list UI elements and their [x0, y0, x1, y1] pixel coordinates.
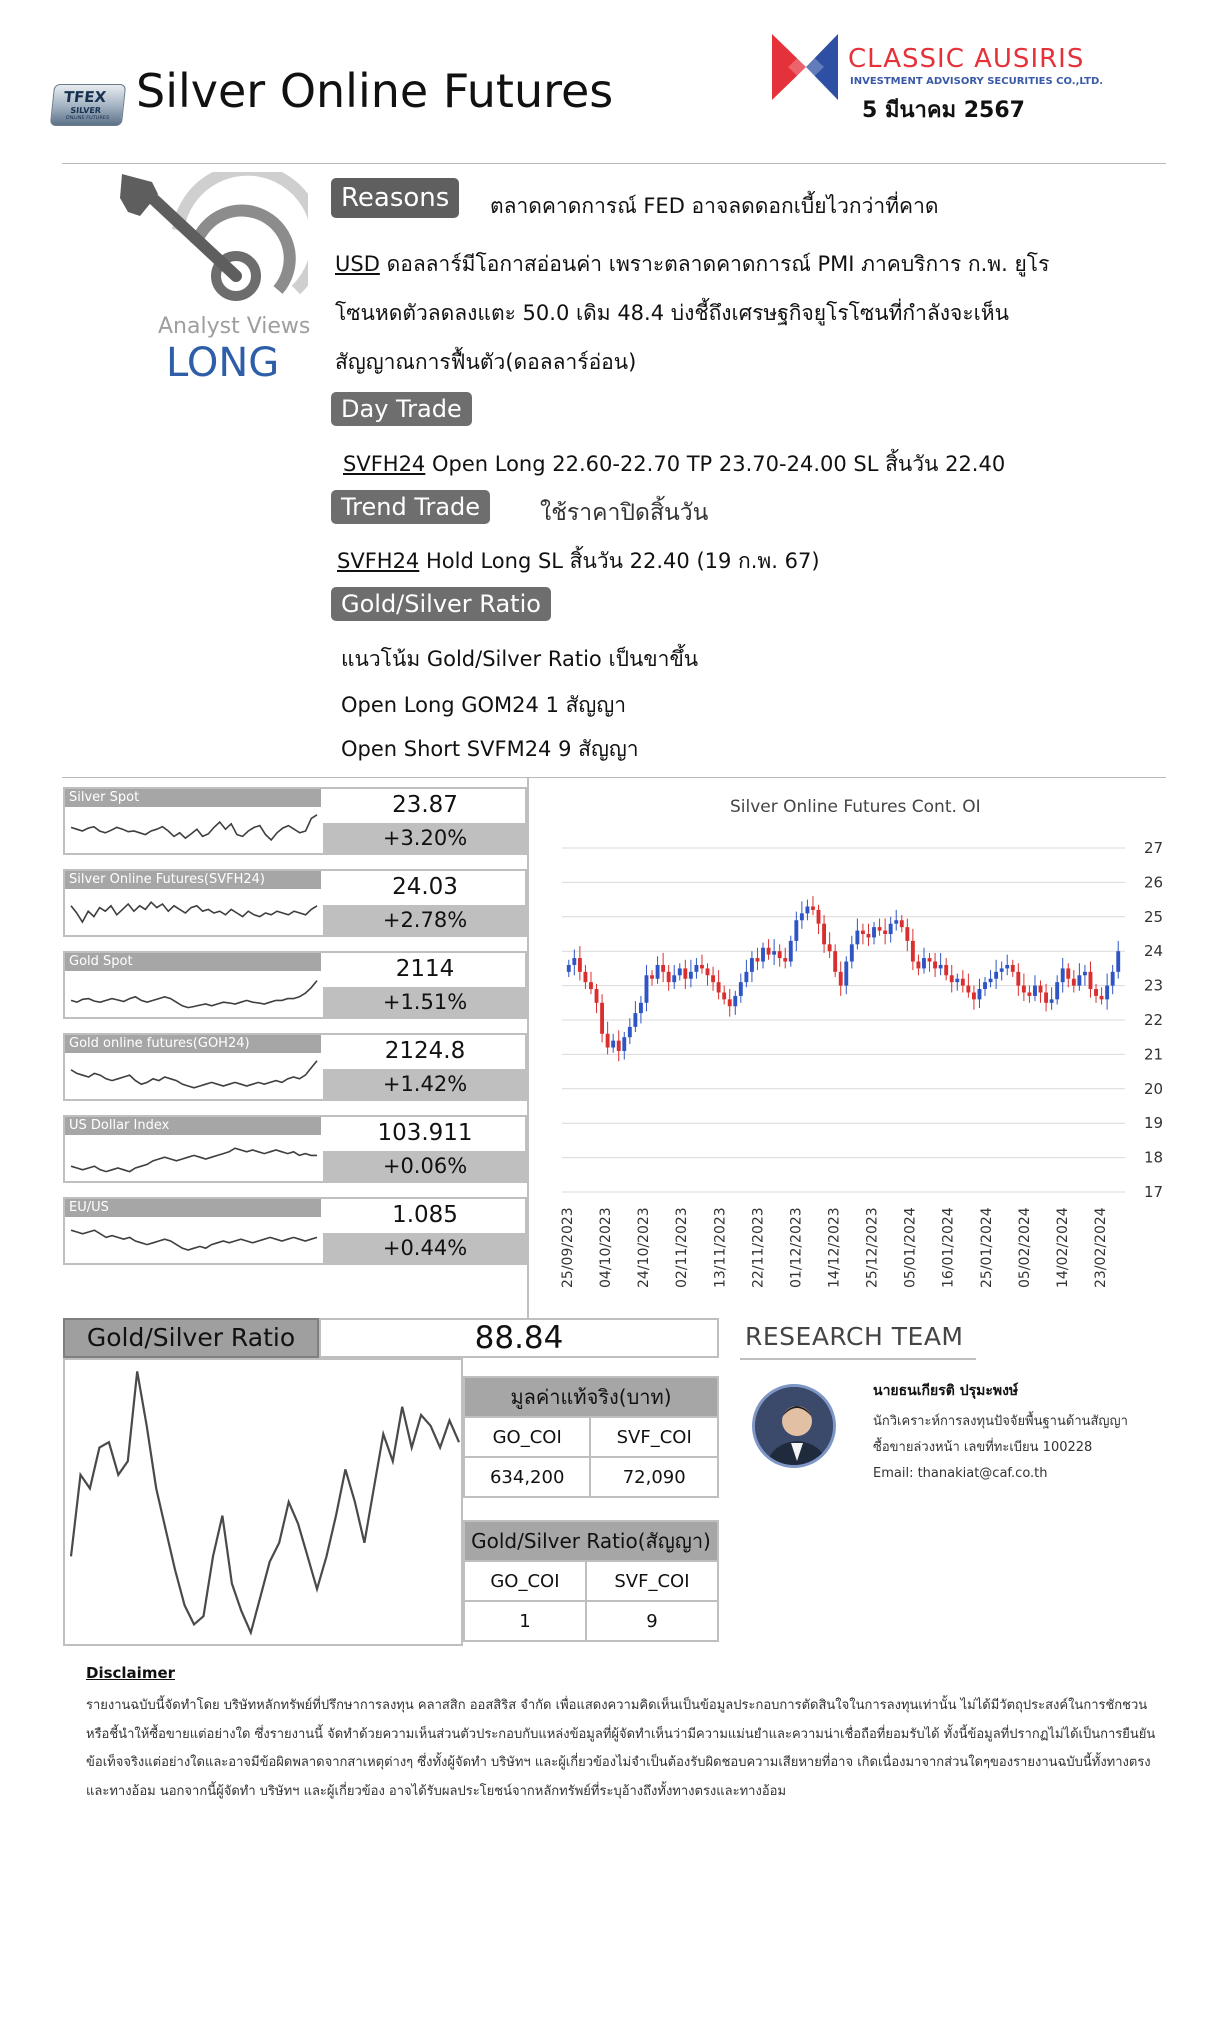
candle-body	[567, 965, 571, 972]
x-tick-label: 22/11/2023	[750, 1207, 767, 1288]
candle-body	[900, 920, 904, 927]
x-tick-label: 02/11/2023	[674, 1207, 691, 1288]
candle-body	[905, 927, 909, 941]
header-divider	[62, 163, 1166, 164]
intrinsic-value-go: 634,200	[464, 1457, 590, 1497]
candle-body	[733, 996, 737, 1006]
candle-body	[595, 989, 599, 1003]
reasons-headline: ตลาดคาดการณ์ FED อาจลดดอกเบี้ยไวกว่าที่คาด	[490, 194, 939, 218]
candle-body	[1016, 972, 1020, 986]
candle-body	[767, 948, 771, 955]
candle-body	[811, 906, 815, 909]
trend-trade-tag: Trend Trade	[331, 490, 490, 524]
y-tick-label: 26	[1144, 873, 1164, 892]
candle-body	[700, 965, 704, 968]
analyst-role: นักวิเคราะห์การลงทุนปัจจัยพื้นฐานด้านสัญญา	[873, 1414, 1128, 1429]
candle-body	[661, 965, 665, 972]
candle-body	[822, 924, 826, 945]
candle-body	[650, 975, 654, 978]
candle-body	[955, 979, 959, 982]
candle-body	[672, 975, 676, 982]
y-tick-label: 22	[1144, 1011, 1164, 1029]
report-date: 5 มีนาคม 2567	[862, 98, 1025, 123]
candle-body	[833, 951, 837, 972]
candle-body	[961, 979, 965, 986]
candle-body	[966, 986, 970, 993]
intrinsic-value-svf: 72,090	[590, 1457, 718, 1497]
tile-value: 23.87	[392, 792, 458, 818]
ratio-table-header-go: GO_COI	[464, 1561, 586, 1601]
candle-body	[911, 941, 915, 962]
candle-body	[600, 1003, 604, 1034]
day-trade-tag: Day Trade	[331, 392, 472, 426]
x-tick-label: 05/01/2024	[902, 1207, 919, 1288]
tile-change: +3.20%	[323, 823, 527, 853]
candle-body	[817, 910, 821, 924]
candle-body	[789, 941, 793, 962]
gold-silver-line-3: Open Short SVFM24 9 สัญญา	[341, 737, 639, 761]
x-tick-label: 25/12/2023	[864, 1207, 881, 1288]
candle-body	[717, 982, 721, 992]
candle-body	[1039, 986, 1043, 993]
candle-body	[889, 924, 893, 934]
candle-body	[1094, 989, 1098, 996]
candle-body	[1027, 992, 1031, 995]
tile-sparkline	[69, 809, 319, 853]
tile-sparkline	[69, 1055, 319, 1099]
y-tick-label: 27	[1144, 839, 1164, 857]
analyst-name: นายธนเกียรติ ปรุมะพงษ์	[873, 1383, 1019, 1399]
candle-body	[1044, 992, 1048, 1002]
tile-value: 2114	[395, 956, 455, 982]
candle-body	[928, 958, 932, 961]
reasons-line-3: สัญญาณการฟื้นตัว(ดอลลาร์อ่อน)	[335, 350, 637, 374]
candle-body	[778, 951, 782, 958]
intrinsic-value-table	[463, 1376, 719, 1498]
candle-body	[656, 965, 660, 979]
tile-sparkline	[69, 973, 319, 1017]
candle-body	[978, 989, 982, 999]
candle-body	[611, 1041, 615, 1048]
candle-body	[706, 968, 710, 975]
ratio-label: Gold/Silver Ratio	[63, 1318, 319, 1358]
y-tick-label: 21	[1144, 1045, 1164, 1064]
tile-change: +1.42%	[323, 1069, 527, 1099]
sparkline-path	[71, 1148, 317, 1171]
ratio-table-value-svf: 9	[586, 1601, 718, 1641]
x-tick-label: 25/09/2023	[560, 1207, 576, 1288]
candle-body	[989, 979, 993, 982]
day-trade-symbol: SVFH24	[343, 452, 426, 476]
y-tick-label: 24	[1144, 942, 1164, 961]
tile-name: Silver Spot	[65, 789, 321, 807]
candle-body	[1050, 999, 1054, 1002]
candle-body	[805, 906, 809, 913]
reasons-line-2: โซนหดตัวลดลงแตะ 50.0 เดิม 48.4 บ่งชี้ถึงเศรษฐกิจยูโรโซนที่กำลังจะเห็น	[335, 301, 1009, 325]
candle-body	[772, 951, 776, 954]
y-tick-label: 18	[1144, 1148, 1164, 1167]
candle-body	[1061, 968, 1065, 982]
candle-body	[1077, 975, 1081, 985]
x-tick-label: 16/01/2024	[940, 1207, 957, 1288]
candle-body	[683, 968, 687, 978]
disclaimer-text: รายงานฉบับนี้จัดทำโดย บริษัทหลักทรัพย์ที่ปรึกษาการลงทุน คลาสสิก ออสสิริส จำกัด เพื่อแสดงความคิดเห็นเป็นข้อมูลประกอบการตัดสินใจในการลงทุนเท่านั้น ไม่ได้มีวัตถุประสงค์ในการชักชวนหรือชี้นำให้ซื้อขายแต่อย่างใด ซึ่งรายงานนี้ จัดทำด้วยความเห็นส่วนตัวประกอบกับแหล่งข้อมูลที่ผู้จัดทำเห็นว่ามีความแม่นยำและความน่าเชื่อถือที่ยอมรับได้ ทั้งนี้ข้อมูลที่ปรากฏไม่ได้เป็นการยืนยันข้อเท็จจริงแต่อย่างใดและอาจมีข้อผิดพลาดจากสาเหตุต่างๆ ซึ่งทั้งผู้จัดทำ บริษัทฯ และผู้เกี่ยวข้องไม่จำเป็นต้องรับผิดชอบความเสียหายที่อาจ เกิดเนื่องมาจากส่วนใดๆของรายงานฉบับนี้ทั้งทางตรงและทางอ้อม นอกจากนี้ผู้จัดทำ บริษัทฯ และผู้เกี่ยวข้อง อาจได้รับผลประโยชน์จากหลักทรัพย์ที่ระบุอ้างถึงทั้งทางตรงและทางอ้อม	[86, 1698, 1156, 1799]
ratio-table-value-go: 1	[464, 1601, 586, 1641]
candle-body	[1022, 986, 1026, 993]
candle-body	[572, 958, 576, 965]
candle-body	[972, 992, 976, 999]
candle-body	[783, 958, 787, 961]
candle-body	[1100, 996, 1104, 999]
ratio-table-title: Gold/Silver Ratio(สัญญา)	[464, 1521, 718, 1561]
usd-label: USD	[335, 252, 380, 276]
ratio-table-header-svf: SVF_COI	[586, 1561, 718, 1601]
candle-body	[1072, 979, 1076, 986]
candle-body	[1000, 968, 1004, 971]
candle-body	[761, 948, 765, 962]
tile-value: 2124.8	[384, 1038, 466, 1064]
tile-name: Gold online futures(GOH24)	[65, 1035, 321, 1053]
tile-change: +2.78%	[323, 905, 527, 935]
candlestick-chart	[540, 820, 1180, 1300]
analyst-license: ซื้อขายล่วงหน้า เลขที่ทะเบียน 100228	[873, 1440, 1093, 1455]
tile-value: 24.03	[392, 874, 458, 900]
trend-trade-text: Hold Long SL สิ้นวัน 22.40 (19 ก.พ. 67)	[425, 549, 820, 573]
page-title: Silver Online Futures	[136, 64, 614, 118]
x-tick-label: 24/10/2023	[636, 1207, 653, 1288]
candle-body	[583, 972, 587, 982]
tile-change: +0.44%	[323, 1233, 527, 1263]
tile-sparkline	[69, 1219, 319, 1263]
x-tick-label: 23/02/2024	[1093, 1207, 1109, 1288]
candle-body	[794, 920, 798, 941]
tile-name: Silver Online Futures(SVFH24)	[65, 871, 321, 889]
chart-left-border	[527, 777, 529, 1318]
tile-value: 1.085	[392, 1202, 458, 1228]
market-tile	[63, 1197, 527, 1265]
candle-body	[950, 975, 954, 982]
candle-body	[878, 927, 882, 930]
candle-body	[1066, 968, 1070, 978]
candle-body	[750, 958, 754, 972]
gold-silver-tag: Gold/Silver Ratio	[331, 587, 551, 621]
section-divider	[62, 777, 1166, 778]
candle-body	[628, 1027, 632, 1037]
tfex-silver-logo	[50, 84, 126, 126]
tile-sparkline	[69, 891, 319, 935]
candle-body	[756, 958, 760, 961]
reasons-line-1-text: ดอลลาร์มีโอกาสอ่อนค่า เพราะตลาดคาดการณ์ PMI ภาคบริการ ก.พ. ยูโร	[386, 252, 1050, 276]
candle-body	[1089, 972, 1093, 989]
analyst-avatar	[752, 1384, 836, 1468]
candle-body	[867, 934, 871, 937]
candle-body	[1111, 972, 1115, 986]
tile-sparkline	[69, 1137, 319, 1181]
candle-body	[639, 1003, 643, 1013]
candle-body	[678, 968, 682, 975]
candle-body	[872, 927, 876, 937]
candle-body	[739, 982, 743, 996]
candle-body	[689, 972, 693, 979]
tile-name: EU/US	[65, 1199, 321, 1217]
tfex-logo-sub2: ONLINE FUTURES	[65, 115, 110, 121]
gold-silver-line-2: Open Long GOM24 1 สัญญา	[341, 693, 627, 717]
y-tick-label: 17	[1144, 1183, 1164, 1201]
x-tick-label: 01/12/2023	[788, 1207, 805, 1288]
tile-name: Gold Spot	[65, 953, 321, 971]
candle-body	[606, 1034, 610, 1048]
candle-body	[1105, 986, 1109, 1000]
y-tick-label: 25	[1144, 907, 1164, 926]
ratio-line-path	[71, 1371, 459, 1632]
tile-change: +0.06%	[323, 1151, 527, 1181]
brand-name: CLASSIC AUSIRIS	[848, 44, 1085, 74]
candle-body	[617, 1041, 621, 1051]
gold-silver-line-1: แนวโน้ม Gold/Silver Ratio เป็นขาขึ้น	[341, 647, 699, 671]
candle-body	[994, 972, 998, 979]
candle-body	[589, 982, 593, 989]
candle-body	[800, 913, 804, 920]
x-tick-label: 14/02/2024	[1054, 1207, 1071, 1288]
candle-body	[1116, 951, 1120, 972]
analyst-email: Email: thanakiat@caf.co.th	[873, 1466, 1048, 1481]
reasons-tag: Reasons	[331, 178, 459, 218]
candle-body	[839, 972, 843, 986]
candle-body	[578, 958, 582, 972]
candle-body	[1005, 965, 1009, 968]
candle-body	[939, 965, 943, 968]
tfex-logo-text: TFEX	[62, 88, 108, 106]
candle-body	[722, 992, 726, 999]
sparkline-path	[71, 1061, 317, 1088]
intrinsic-header-go: GO_COI	[464, 1417, 590, 1457]
candle-body	[667, 972, 671, 982]
candle-body	[711, 975, 715, 982]
research-underline	[740, 1358, 976, 1360]
ratio-line-chart	[65, 1360, 461, 1644]
x-tick-label: 13/11/2023	[712, 1207, 729, 1288]
candle-body	[861, 931, 865, 934]
sparkline-path	[71, 1230, 317, 1250]
day-trade-text: Open Long 22.60-22.70 TP 23.70-24.00 SL สิ้นวัน 22.40	[431, 452, 1006, 476]
x-tick-label: 04/10/2023	[598, 1207, 615, 1288]
analyst-view-value: LONG	[166, 340, 280, 386]
intrinsic-title: มูลค่าแท้จริง(บาท)	[464, 1377, 718, 1417]
sparkline-path	[71, 902, 317, 922]
y-tick-label: 23	[1144, 976, 1164, 995]
research-team-title: RESEARCH TEAM	[745, 1322, 964, 1351]
x-tick-label: 25/01/2024	[978, 1207, 995, 1288]
ratio-chart-box	[63, 1358, 463, 1646]
candle-body	[933, 962, 937, 969]
candle-body	[983, 982, 987, 989]
candle-body	[622, 1037, 626, 1051]
candle-body	[694, 965, 698, 972]
candle-body	[944, 965, 948, 975]
candle-body	[744, 972, 748, 982]
market-tile	[63, 1115, 527, 1183]
tile-change: +1.51%	[323, 987, 527, 1017]
candle-body	[728, 999, 732, 1006]
day-trade-line	[343, 448, 1005, 481]
candle-body	[645, 975, 649, 1003]
trend-trade-note: ใช้ราคาปิดสิ้นวัน	[540, 500, 709, 526]
intrinsic-header-svf: SVF_COI	[590, 1417, 718, 1457]
trend-trade-line	[337, 545, 820, 578]
candle-body	[916, 962, 920, 969]
candle-body	[1055, 982, 1059, 999]
candle-body	[1083, 972, 1087, 975]
tile-value: 103.911	[377, 1120, 473, 1146]
disclaimer-title: Disclaimer	[86, 1664, 176, 1682]
candle-body	[844, 962, 848, 986]
market-tile	[63, 951, 527, 1019]
sparkline-path	[71, 981, 317, 1008]
tfex-logo-sub: SILVER	[69, 106, 102, 115]
market-tile	[63, 869, 527, 937]
candle-body	[855, 931, 859, 945]
candle-body	[894, 920, 898, 923]
tile-name: US Dollar Index	[65, 1117, 321, 1135]
analyst-views-label: Analyst Views	[158, 314, 311, 339]
x-tick-label: 05/02/2024	[1016, 1207, 1033, 1288]
target-dart-icon	[118, 172, 308, 322]
y-tick-label: 20	[1144, 1079, 1164, 1098]
classic-ausiris-logo-icon	[770, 32, 840, 102]
brand-subtitle: INVESTMENT ADVISORY SECURITIES CO.,LTD.	[850, 76, 1104, 87]
ratio-value: 88.84	[319, 1318, 719, 1358]
candle-body	[1011, 965, 1015, 972]
ratio-contract-table	[463, 1520, 719, 1642]
reasons-line-1	[335, 248, 1049, 281]
candle-body	[850, 944, 854, 961]
trend-trade-symbol: SVFH24	[337, 549, 420, 573]
candle-body	[922, 958, 926, 968]
candle-body	[633, 1013, 637, 1027]
candle-body	[883, 931, 887, 934]
candle-body	[828, 944, 832, 951]
x-tick-label: 14/12/2023	[826, 1207, 843, 1288]
market-tile	[63, 787, 527, 855]
y-tick-label: 19	[1144, 1114, 1164, 1133]
candle-body	[1033, 986, 1037, 996]
chart-title: Silver Online Futures Cont. OI	[730, 797, 981, 817]
market-tile	[63, 1033, 527, 1101]
sparkline-path	[71, 815, 317, 840]
